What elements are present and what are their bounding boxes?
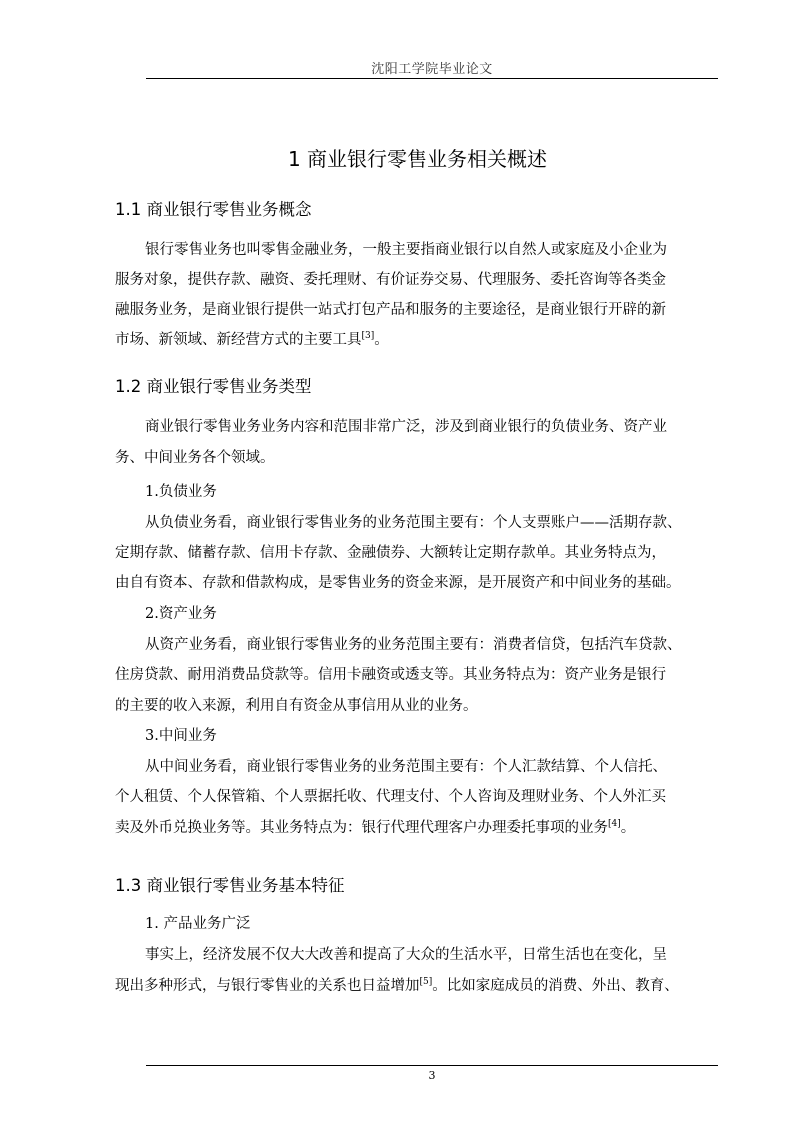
- citation-ref: [5]: [419, 977, 433, 988]
- section-title-1-3: 1.3 商业银行零售业务基本特征: [115, 876, 345, 895]
- line-tail: 。比如家庭成员的消费、外出、教育、: [432, 978, 679, 994]
- line-text: 卖及外币兑换业务等。其业务特点为：银行代理代理客户办理委托事项的业务: [115, 820, 608, 836]
- paragraph-line: [115, 819, 635, 837]
- paragraph-line: 从资产业务看，商业银行零售业务的业务范围主要有：消费者信贷，包括汽车贷款、: [145, 637, 682, 653]
- paragraph-line: [115, 331, 389, 349]
- citation-ref: [3]: [361, 331, 375, 342]
- paragraph-line: 服务对象，提供存款、融资、委托理财、有价证券交易、代理服务、委托咨询等各类金: [115, 272, 666, 288]
- paragraph-line: 从中间业务看，商业银行零售业务的业务范围主要有：个人汇款结算、个人信托、: [145, 759, 667, 775]
- paragraph-line: 个人租赁、个人保管箱、个人票据托收、代理支付、个人咨询及理财业务、个人外汇买: [115, 789, 666, 805]
- section-title-1-2: 1.2 商业银行零售业务类型: [115, 377, 312, 396]
- list-heading: 2.资产业务: [145, 606, 217, 622]
- paragraph-line: 从负债业务看，商业银行零售业务的业务范围主要有：个人支票账户——活期存款、: [145, 515, 682, 531]
- running-header: 沈阳工学院毕业论文: [371, 62, 493, 77]
- paragraph-line: 的主要的收入来源，利用自有资金从事信用从业的业务。: [115, 698, 478, 714]
- list-heading: 3.中间业务: [145, 728, 217, 744]
- paragraph-line: 银行零售业务也叫零售金融业务，一般主要指商业银行以自然人或家庭及小企业为: [145, 242, 667, 258]
- paragraph-line: [115, 977, 679, 995]
- paragraph-line: 住房贷款、耐用消费品贷款等。信用卡融资或透支等。其业务特点为：资产业务是银行: [115, 667, 666, 683]
- paragraph-line: 务、中间业务各个领域。: [115, 450, 275, 466]
- footer-rule: [146, 1065, 718, 1066]
- list-heading: 1.负债业务: [145, 484, 217, 500]
- line-text: 市场、新领域、新经营方式的主要工具: [115, 332, 362, 348]
- list-heading: 1. 产品业务广泛: [145, 916, 251, 932]
- paragraph-line: 事实上，经济发展不仅大大改善和提高了大众的生活水平，日常生活也在变化，呈: [145, 947, 667, 963]
- line-tail: 。: [620, 820, 636, 836]
- paragraph-line: 由自有资本、存款和借款构成，是零售业务的资金来源，是开展资产和中间业务的基础。: [115, 575, 681, 591]
- page-number: 3: [428, 1069, 436, 1082]
- paragraph-line: 商业银行零售业务业务内容和范围非常广泛，涉及到商业银行的负债业务、资产业: [145, 419, 667, 435]
- line-tail: 。: [374, 332, 389, 348]
- line-text: 现出多种形式，与银行零售业的关系也日益增加: [115, 978, 420, 994]
- chapter-title: 1 商业银行零售业务相关概述: [287, 147, 548, 171]
- header-rule: [146, 78, 718, 79]
- paragraph-line: 定期存款、储蓄存款、信用卡存款、金融债券、大额转让定期存款单。其业务特点为，: [115, 545, 666, 561]
- paragraph-line: 融服务业务，是商业银行提供一站式打包产品和服务的主要途径，是商业银行开辟的新: [115, 302, 666, 318]
- citation-ref: [4]: [608, 819, 621, 830]
- section-title-1-1: 1.1 商业银行零售业务概念: [115, 200, 312, 219]
